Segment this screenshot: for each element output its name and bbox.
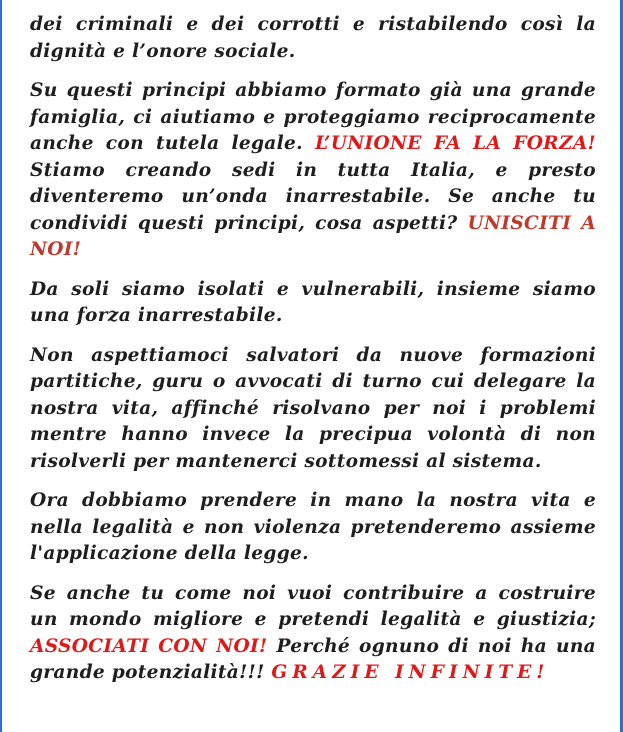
document-body — [30, 12, 596, 700]
paragraph-text: Su questi principi abbiamo formato già una grande famiglia, ci aiutiamo e proteggiamo reciprocamente anche con tutela legale. — [30, 80, 596, 154]
paragraph-text: dei criminali e dei corrotti e ristabilendo così la dignità e l’onore sociale. — [30, 14, 596, 62]
paragraph-principles — [30, 78, 596, 264]
paragraph-closing — [30, 581, 596, 687]
paragraph-text: Da soli siamo isolati e vulnerabili, insieme siamo una forza inarrestabile. — [30, 278, 596, 326]
paragraph-text: Non aspettiamoci salvatori da nuove formazioni partitiche, guru o avvocati di turno cui delegare la nostra vita, affinché risolvano per noi i problemi mentre hanno invece la precipua volontà di non risolverli per mantenerci sottomessi al sistema. — [30, 344, 596, 472]
paragraph-text: Perché ognuno di noi ha una grande potenzialità!!! — [30, 635, 596, 683]
call-to-action-associate: ASSOCIATI CON NOI! — [30, 635, 268, 657]
paragraph-text: Se anche tu come noi vuoi contribuire a costruire un mondo migliore e pretendi legalità e giustizia; — [30, 582, 596, 630]
thanks-message: GRAZIE INFINITE! — [271, 662, 550, 683]
paragraph-together — [30, 277, 596, 330]
paragraph-text: Stiamo creando sedi in tutta Italia, e presto diventeremo un’onda inarrestabile. Se anche tu condividi questi principi, cosa aspetti? — [30, 159, 596, 234]
slogan-union: L’UNIONE FA LA FORZA! — [315, 133, 597, 154]
paragraph-text: Ora dobbiamo prendere in mano la nostra vita e nella legalità e non violenza pretenderemo assieme l'applicazione della legge. — [30, 490, 596, 564]
paragraph-dignity — [30, 12, 596, 65]
paragraph-legality — [30, 488, 596, 568]
paragraph-no-saviors — [30, 343, 596, 476]
call-to-action-join: UNISCITI A NOI! — [30, 212, 596, 260]
